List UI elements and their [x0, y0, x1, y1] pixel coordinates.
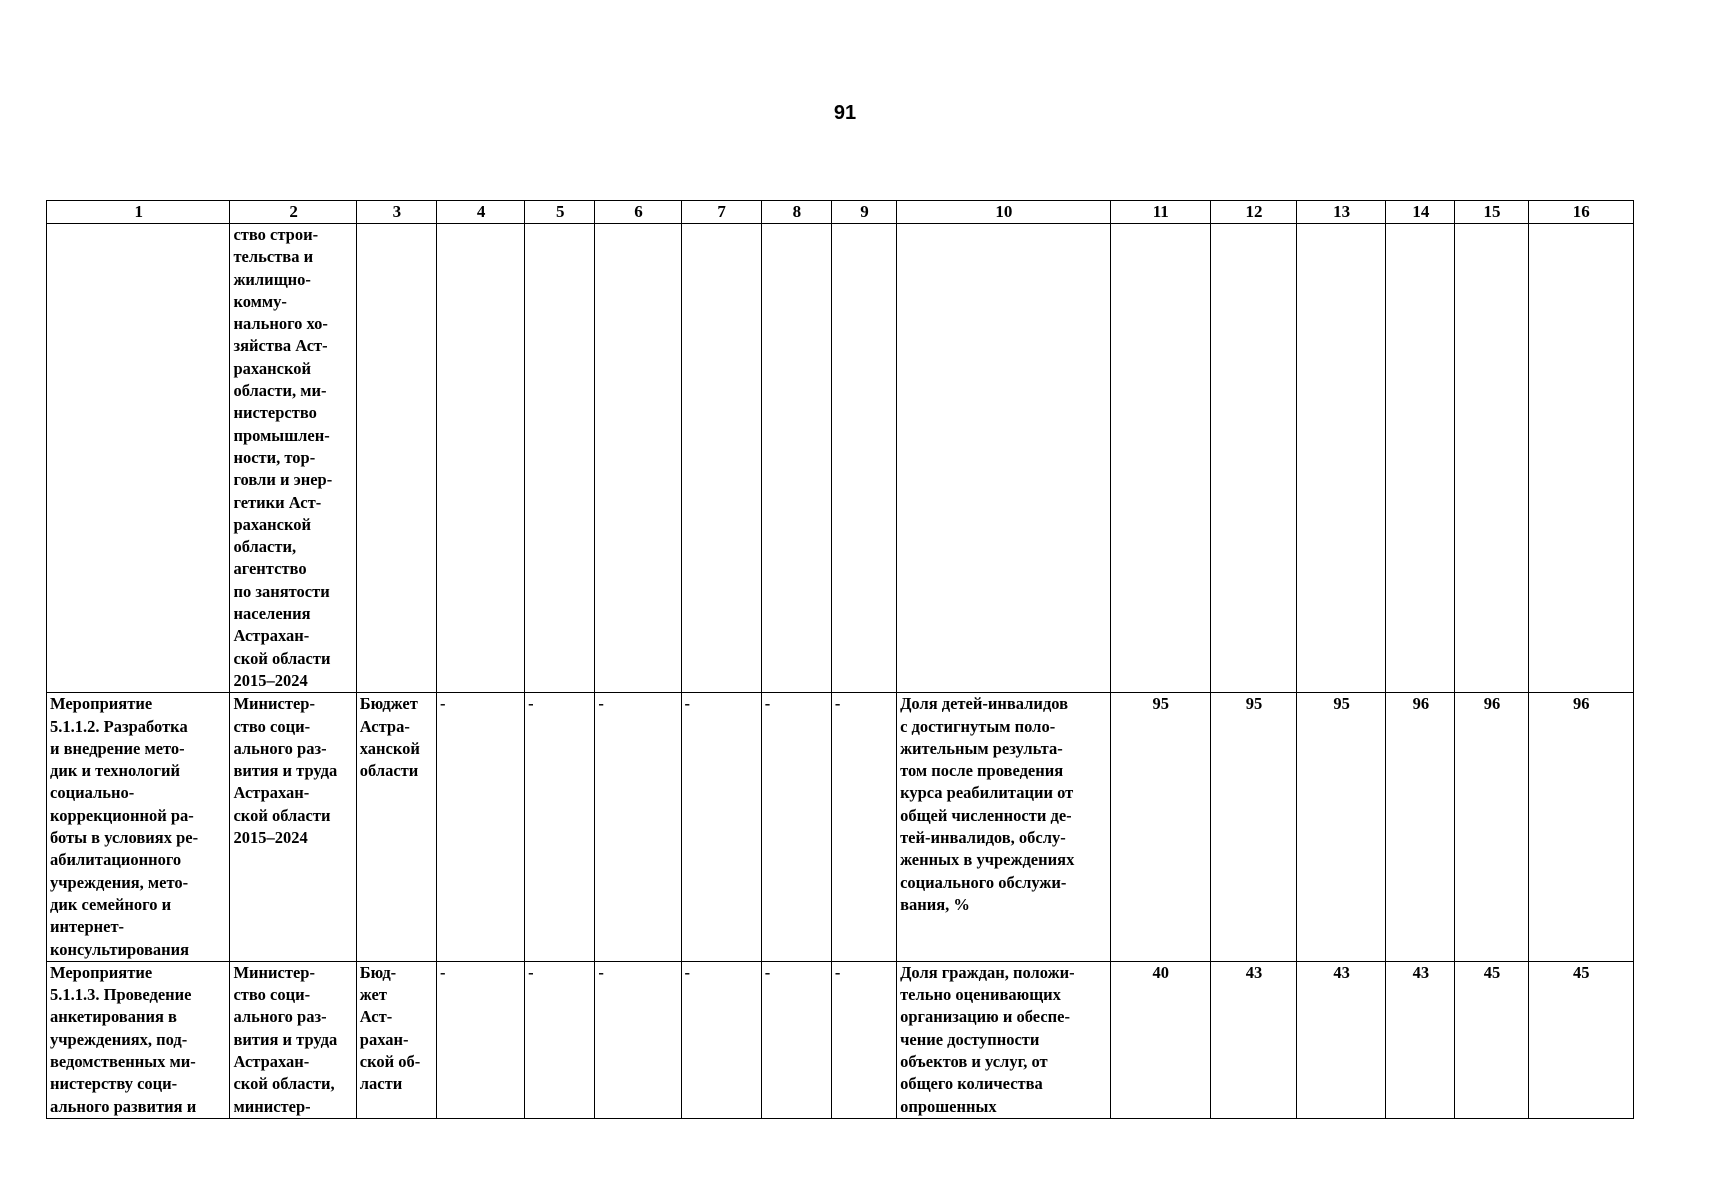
event-cell-line: интернет-: [50, 917, 125, 937]
indicator-value-cell: 45: [1455, 961, 1528, 1118]
amount-cell: -: [681, 961, 761, 1118]
column-header: 2: [230, 201, 356, 224]
column-header: 1: [47, 201, 230, 224]
event-cell: [47, 224, 230, 693]
amount-cell: [436, 224, 524, 693]
indicator-value-cell: 95: [1110, 693, 1210, 962]
indicator-cell-line: общей численности де-: [900, 805, 1072, 825]
indicator-value-cell: 43: [1210, 961, 1296, 1118]
executor-cell-line: ство строи-: [233, 225, 319, 244]
event-cell-line: дик семейного и: [50, 894, 172, 914]
column-header: 7: [681, 201, 761, 224]
header-row: [47, 201, 1634, 224]
indicator-cell-line: с достигнутым поло-: [900, 716, 1056, 736]
event-cell-line: Мероприятие: [50, 694, 153, 714]
executor-cell-line: ской области: [233, 805, 331, 825]
executor-cell-line: по занятости: [233, 581, 330, 601]
event-cell-line: абилитационного: [50, 850, 182, 870]
event-cell-line: Мероприятие: [50, 962, 153, 982]
indicator-cell-line: жительным результа-: [900, 738, 1063, 758]
event-cell-line: боты в условиях ре-: [50, 828, 199, 848]
executor-cell-line: раханской: [233, 514, 312, 534]
executor-cell-line: комму-: [233, 291, 287, 311]
funding-cell-line: ласти: [359, 1074, 403, 1094]
executor-cell-line: министер-: [233, 1096, 311, 1116]
indicator-value-cell: 95: [1210, 693, 1296, 962]
column-header: 12: [1210, 201, 1296, 224]
column-header: 13: [1297, 201, 1386, 224]
indicator-value-cell: [1455, 224, 1528, 693]
indicator-cell-line: Доля граждан, положи-: [900, 962, 1075, 982]
executor-cell-line: тельства и: [233, 247, 314, 267]
indicator-cell-line: тельно оценивающих: [900, 985, 1061, 1005]
indicator-cell-line: чение доступности: [900, 1029, 1040, 1049]
executor-cell-line: промышлен-: [233, 425, 330, 445]
amount-cell: -: [831, 693, 896, 962]
executor-cell-line: Астрахан-: [233, 626, 310, 646]
amount-cell: -: [761, 961, 831, 1118]
indicator-cell-line: тей-инвалидов, обслу-: [900, 828, 1066, 848]
executor-cell-line: жилищно-: [233, 269, 311, 289]
executor-cell-line: ности, тор-: [233, 447, 316, 467]
column-header: 15: [1455, 201, 1528, 224]
event-cell-line: коррекционной ра-: [50, 805, 194, 825]
event-cell-line: учреждениях, под-: [50, 1029, 188, 1049]
indicator-value-cell: 96: [1386, 693, 1455, 962]
executor-cell-line: нистерство: [233, 403, 317, 423]
indicator-value-cell: 96: [1455, 693, 1528, 962]
amount-cell: -: [761, 693, 831, 962]
indicator-value-cell: [1110, 224, 1210, 693]
executor-cell-line: Министер-: [233, 694, 315, 714]
event-cell-line: ведомственных ми-: [50, 1051, 196, 1071]
column-header: 6: [595, 201, 681, 224]
funding-cell-line: Астра-: [359, 716, 410, 736]
amount-cell: -: [525, 961, 595, 1118]
executor-cell-line: вития и труда: [233, 761, 338, 781]
amount-cell: -: [436, 693, 524, 962]
amount-cell: [831, 224, 896, 693]
column-header: 4: [436, 201, 524, 224]
funding-cell-line: Бюджет: [359, 694, 418, 714]
column-header: 14: [1386, 201, 1455, 224]
indicator-value-cell: [1528, 224, 1633, 693]
executor-cell-line: области, ми-: [233, 381, 327, 401]
page-number: 91: [833, 102, 857, 124]
executor-cell-line: ской области,: [233, 1074, 335, 1094]
column-header: 9: [831, 201, 896, 224]
indicator-value-cell: [1210, 224, 1296, 693]
column-header: 16: [1528, 201, 1633, 224]
event-cell-line: нистерству соци-: [50, 1074, 178, 1094]
executor-cell-line: нального хо-: [233, 314, 328, 334]
executor-cell-line: 2015–2024: [233, 828, 308, 848]
amount-cell: -: [595, 693, 681, 962]
event-cell-line: анкетирования в: [50, 1007, 177, 1027]
event-cell: [47, 693, 230, 962]
funding-cell-line: жет: [359, 985, 387, 1005]
indicator-value-cell: 43: [1297, 961, 1386, 1118]
funding-cell-line: Аст-: [359, 1007, 393, 1027]
event-cell-line: 5.1.1.3. Проведение: [50, 985, 192, 1005]
column-header: 8: [761, 201, 831, 224]
indicator-cell: [897, 224, 1111, 693]
executor-cell-line: населения: [233, 604, 311, 624]
indicator-cell-line: общего количества: [900, 1074, 1043, 1094]
executor-cell-line: ской области: [233, 648, 331, 668]
indicator-cell-line: объектов и услуг, от: [900, 1051, 1048, 1071]
indicator-cell-line: социального обслужи-: [900, 872, 1067, 892]
funding-cell-line: ской об-: [359, 1051, 421, 1071]
funding-cell: [356, 693, 436, 962]
amount-cell: -: [436, 961, 524, 1118]
indicator-value-cell: 40: [1110, 961, 1210, 1118]
executor-cell-line: гетики Аст-: [233, 492, 322, 512]
executor-cell-line: раханской: [233, 358, 312, 378]
indicator-value-cell: 95: [1297, 693, 1386, 962]
amount-cell: [525, 224, 595, 693]
executor-cell-line: Астрахан-: [233, 1051, 310, 1071]
event-cell-line: и внедрение мето-: [50, 738, 185, 758]
indicator-value-cell: [1297, 224, 1386, 693]
event-cell-line: дик и технологий: [50, 761, 181, 781]
executor-cell-line: агентство: [233, 559, 307, 579]
indicator-cell-line: опрошенных: [900, 1096, 997, 1116]
table-row: [47, 961, 1634, 1118]
indicator-value-cell: 96: [1528, 693, 1633, 962]
executor-cell: [230, 693, 356, 962]
funding-cell-line: области: [359, 761, 419, 781]
event-cell: [47, 961, 230, 1118]
executor-cell-line: Министер-: [233, 962, 315, 982]
column-header: 5: [525, 201, 595, 224]
column-header: 3: [356, 201, 436, 224]
executor-cell-line: области,: [233, 537, 297, 557]
funding-cell: [356, 224, 436, 693]
funding-cell: [356, 961, 436, 1118]
funding-cell-line: Бюд-: [359, 962, 397, 982]
funding-cell-line: рахан-: [359, 1029, 409, 1049]
data-table: [46, 200, 1634, 1119]
event-cell-line: 5.1.1.2. Разработка: [50, 716, 188, 736]
table-row: [47, 693, 1634, 962]
amount-cell: -: [831, 961, 896, 1118]
indicator-cell: [897, 961, 1111, 1118]
executor-cell-line: зяйства Аст-: [233, 336, 328, 356]
funding-cell-line: ханской: [359, 738, 420, 758]
executor-cell: [230, 224, 356, 693]
executor-cell-line: ство соци-: [233, 985, 311, 1005]
table-body: [47, 224, 1634, 1119]
amount-cell: [595, 224, 681, 693]
amount-cell: -: [525, 693, 595, 962]
executor-cell-line: говли и энер-: [233, 470, 333, 490]
table-row: [47, 224, 1634, 693]
amount-cell: -: [595, 961, 681, 1118]
executor-cell: [230, 961, 356, 1118]
indicator-cell-line: Доля детей-инвалидов: [900, 694, 1069, 714]
indicator-cell-line: женных в учреждениях: [900, 850, 1075, 870]
amount-cell: -: [681, 693, 761, 962]
indicator-cell-line: вания, %: [900, 894, 970, 914]
executor-cell-line: ство соци-: [233, 716, 311, 736]
indicator-value-cell: [1386, 224, 1455, 693]
event-cell-line: ального развития и: [50, 1096, 197, 1116]
executor-cell-line: вития и труда: [233, 1029, 338, 1049]
indicator-value-cell: 43: [1386, 961, 1455, 1118]
column-header: 10: [897, 201, 1111, 224]
indicator-cell-line: том после проведения: [900, 761, 1064, 781]
indicator-cell: [897, 693, 1111, 962]
indicator-cell-line: организацию и обеспе-: [900, 1007, 1070, 1027]
indicator-value-cell: 45: [1528, 961, 1633, 1118]
indicator-cell-line: курса реабилитации от: [900, 783, 1074, 803]
amount-cell: [761, 224, 831, 693]
event-cell-line: социально-: [50, 783, 135, 803]
executor-cell-line: ального раз-: [233, 1007, 327, 1027]
executor-cell-line: 2015–2024: [233, 670, 308, 690]
amount-cell: [681, 224, 761, 693]
column-header: 11: [1110, 201, 1210, 224]
executor-cell-line: ального раз-: [233, 738, 327, 758]
executor-cell-line: Астрахан-: [233, 783, 310, 803]
event-cell-line: консультирования: [50, 939, 190, 959]
event-cell-line: учреждения, мето-: [50, 872, 189, 892]
